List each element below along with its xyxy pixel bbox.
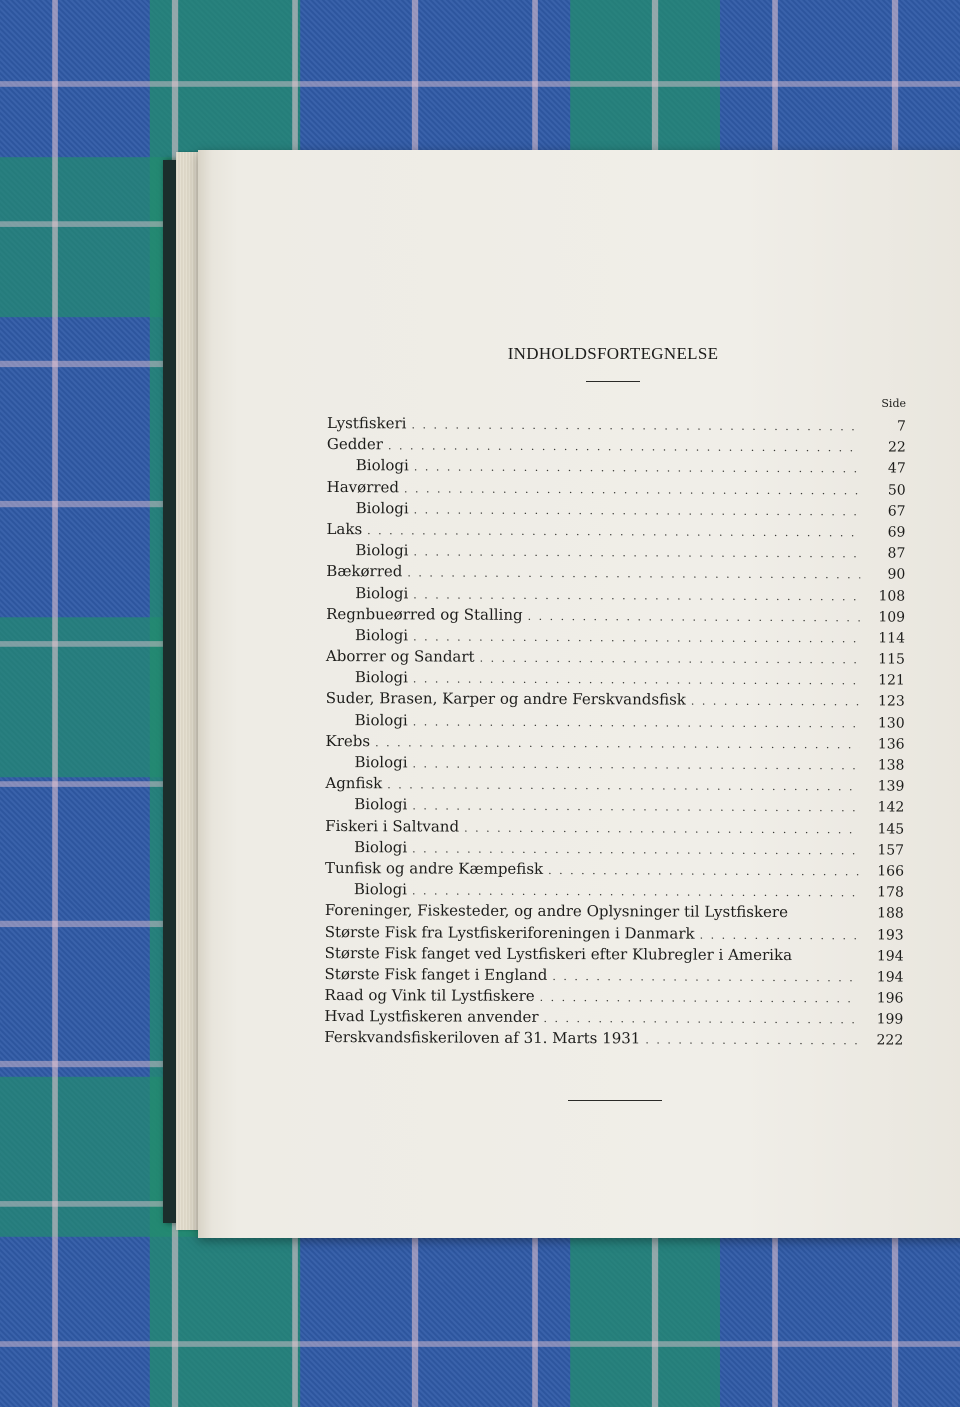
toc-entry-label: Gedder xyxy=(326,435,384,454)
toc-entry-page: 115 xyxy=(878,651,905,668)
table-of-contents xyxy=(198,150,960,1238)
dot-leader xyxy=(464,821,859,835)
toc-entry-page: 69 xyxy=(887,524,906,541)
toc-entry-label: Lystfiskeri xyxy=(326,414,407,433)
toc-entry-label: Aborrer og Sandart xyxy=(325,647,475,666)
toc-entry-label: Biologi xyxy=(355,456,409,475)
toc-entry-page: 109 xyxy=(878,609,906,626)
dot-leader xyxy=(388,439,861,453)
toc-entry xyxy=(325,817,904,841)
toc-entry-label: Ferskvandsfiskeriloven af 31. Marts 1931 xyxy=(324,1028,641,1048)
toc-entry-page: 114 xyxy=(878,630,906,647)
toc-entry-page: 47 xyxy=(887,460,906,477)
bottom-rule xyxy=(568,1100,662,1101)
toc-entry xyxy=(326,647,905,671)
toc-entry xyxy=(326,562,905,586)
toc-entry-page: 136 xyxy=(877,736,905,753)
title-rule xyxy=(586,381,640,382)
dot-leader xyxy=(375,736,859,750)
toc-entry xyxy=(324,1007,903,1031)
dot-leader xyxy=(480,652,860,666)
dot-leader xyxy=(544,1012,859,1025)
dot-leader xyxy=(413,546,860,560)
toc-entry-page: 50 xyxy=(887,482,906,499)
dot-leader xyxy=(412,885,859,899)
dot-leader xyxy=(552,970,858,983)
toc-entry-page: 157 xyxy=(877,842,905,859)
dot-leader xyxy=(548,864,859,877)
toc-entry xyxy=(325,774,904,798)
dot-leader xyxy=(413,630,860,644)
toc-entry-page: 188 xyxy=(877,905,904,922)
toc-subentry xyxy=(326,541,905,565)
toc-subentry xyxy=(327,499,906,523)
toc-entry-page: 199 xyxy=(876,1011,904,1028)
toc-entry-label: Biologi xyxy=(354,710,408,729)
toc-entry-label: Agnfisk xyxy=(325,774,383,793)
toc-entry-label: Biologi xyxy=(355,541,409,560)
toc-entry xyxy=(325,944,904,968)
toc-title: INDHOLDSFORTEGNELSE xyxy=(507,344,719,363)
toc-subentry xyxy=(326,626,905,650)
toc-entry-page: 130 xyxy=(877,715,905,732)
dot-leader xyxy=(412,800,859,814)
toc-entry xyxy=(326,520,905,544)
toc-subentry xyxy=(325,880,904,904)
dot-leader xyxy=(404,482,861,496)
page-column-label: Side xyxy=(881,397,906,410)
toc-entry-label: Regnbueørred og Stalling xyxy=(326,604,523,624)
toc-entry-page: 193 xyxy=(876,926,904,944)
toc-entry-label: Tunfisk og andre Kæmpefisk xyxy=(324,858,544,878)
toc-entry-label: Raad og Vink til Lystfiskere xyxy=(324,986,535,1005)
toc-entry-page: 138 xyxy=(877,757,905,774)
toc-entry-page: 196 xyxy=(876,990,904,1007)
dot-leader xyxy=(528,610,861,624)
toc-entry-label: Biologi xyxy=(355,498,409,518)
dot-leader xyxy=(412,842,859,856)
toc-entry-label: Biologi xyxy=(354,795,408,814)
toc-entry xyxy=(326,732,905,756)
toc-entry-label: Biologi xyxy=(354,837,408,857)
dot-leader xyxy=(540,991,859,1004)
dot-leader xyxy=(413,715,860,729)
toc-entry-page: 194 xyxy=(876,969,904,986)
toc-entry-label: Bækørred xyxy=(326,562,403,581)
dot-leader xyxy=(414,503,861,517)
toc-entry-label: Biologi xyxy=(355,583,409,602)
toc-entry xyxy=(327,478,906,502)
toc-entry-page: 108 xyxy=(878,587,906,605)
toc-entry-page: 222 xyxy=(876,1032,904,1049)
toc-entry xyxy=(326,605,905,629)
toc-entry-label: Hvad Lystfiskeren anvender xyxy=(324,1007,539,1027)
toc-entry-page: 145 xyxy=(877,820,905,838)
toc-entry-page: 7 xyxy=(896,418,906,435)
toc-entry-page: 121 xyxy=(878,672,905,689)
toc-subentry xyxy=(326,711,905,735)
toc-entry xyxy=(327,414,906,438)
toc-entry-label: Biologi xyxy=(354,625,409,645)
dot-leader xyxy=(414,461,861,475)
toc-entry-page: 22 xyxy=(887,439,906,456)
toc-entry-page: 166 xyxy=(877,863,905,880)
dot-leader xyxy=(691,695,860,708)
toc-subentry xyxy=(326,668,905,692)
dot-leader xyxy=(367,524,860,538)
toc-entry xyxy=(327,435,906,459)
toc-entry-page: 67 xyxy=(887,503,906,520)
dot-leader xyxy=(645,1034,858,1047)
toc-entry-label: Største Fisk fanget i England xyxy=(324,964,548,984)
dot-leader xyxy=(413,588,860,602)
dot-leader xyxy=(700,928,859,941)
toc-subentry xyxy=(325,795,904,819)
toc-entry-page: 87 xyxy=(887,545,906,562)
toc-entry-label: Havørred xyxy=(326,477,400,496)
toc-entry xyxy=(324,986,903,1010)
toc-entry-label: Biologi xyxy=(354,753,408,772)
toc-list xyxy=(324,414,906,1052)
book-page xyxy=(198,150,960,1238)
toc-subentry xyxy=(325,838,904,862)
toc-entry-label: Laks xyxy=(326,519,363,539)
dot-leader xyxy=(411,418,861,432)
toc-entry xyxy=(325,859,904,883)
dot-leader xyxy=(413,673,860,687)
toc-entry xyxy=(325,965,904,989)
toc-entry-page: 194 xyxy=(876,948,904,965)
toc-entry-label: Krebs xyxy=(325,731,371,751)
toc-entry-page: 142 xyxy=(877,799,905,816)
toc-entry-label: Suder, Brasen, Karper og andre Ferskvandsfisk xyxy=(325,689,686,710)
toc-entry-label: Foreninger, Fiskesteder, og andre Oplysninger til Lystfiskere xyxy=(324,901,789,922)
dot-leader xyxy=(387,778,859,792)
toc-entry-label: Biologi xyxy=(354,668,408,687)
toc-entry xyxy=(326,689,905,713)
toc-subentry xyxy=(326,583,905,607)
toc-entry xyxy=(324,1028,903,1052)
toc-entry-page: 178 xyxy=(877,884,904,901)
toc-subentry xyxy=(327,456,906,480)
toc-entry-page: 123 xyxy=(877,693,905,710)
toc-entry-page: 139 xyxy=(877,778,905,795)
toc-entry-label: Biologi xyxy=(353,880,408,899)
toc-entry-label: Fiskeri i Saltvand xyxy=(325,816,460,836)
dot-leader xyxy=(407,567,860,581)
toc-entry-label: Største Fisk fanget ved Lystfiskeri efter Klubregler i Amerika xyxy=(324,943,793,964)
toc-entry-label: Største Fisk fra Lystfiskeriforeningen i Danmark xyxy=(324,922,695,943)
toc-entry xyxy=(325,901,904,925)
dot-leader xyxy=(793,905,859,917)
toc-entry-page: 90 xyxy=(887,566,906,583)
toc-subentry xyxy=(325,753,904,777)
dot-leader xyxy=(413,757,860,771)
dot-leader xyxy=(797,948,859,960)
toc-entry xyxy=(325,922,904,946)
